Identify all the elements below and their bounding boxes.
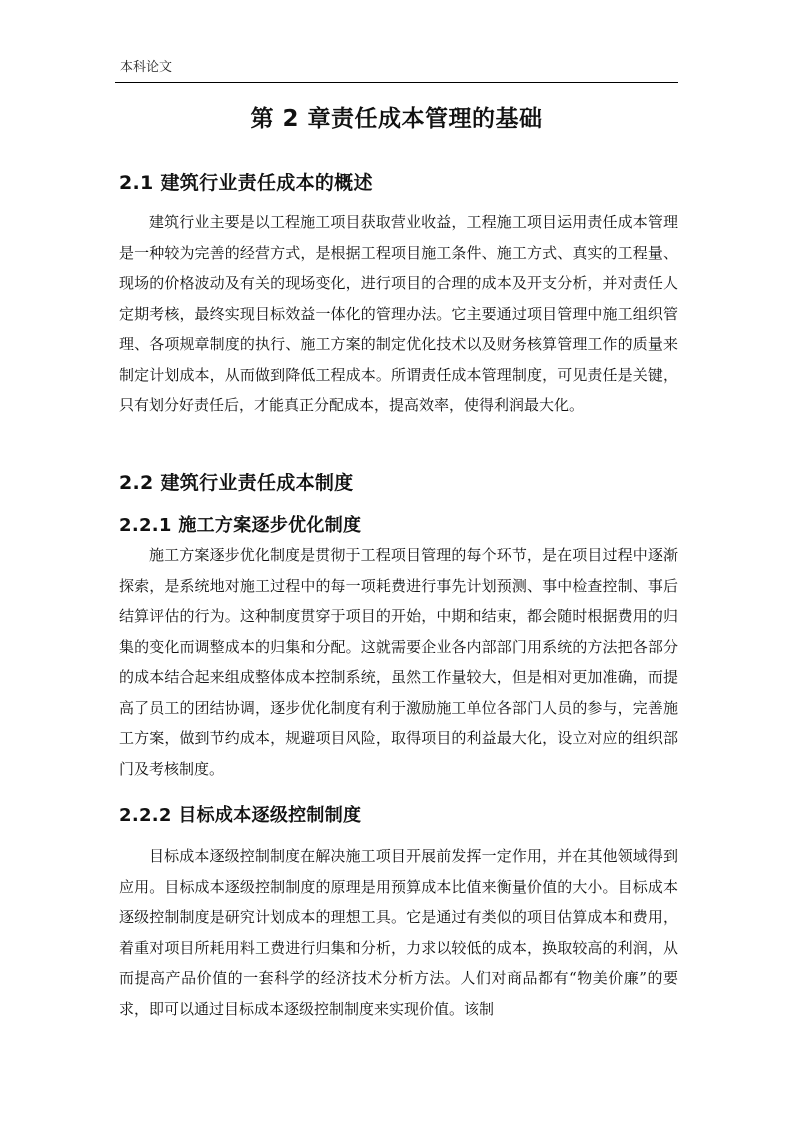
running-header: 本科论文 — [120, 60, 173, 75]
header-divider — [115, 82, 678, 83]
section-heading-2-2: 2.2 建筑行业责任成本制度 — [119, 472, 354, 494]
subsection-heading-2-2-2: 2.2.2 目标成本逐级控制制度 — [119, 805, 362, 826]
chapter-title: 第 2 章责任成本管理的基础 — [250, 106, 543, 132]
section-paragraph-2-1: 建筑行业主要是以工程施工项目获取营业收益，工程施工项目运用责任成本管理是一种较为完善的经营方式，是根据工程项目施工条件、施工方式、真实的工程量、现场的价格波动及有关的现场变化，进行项目的合理的成本及开支分析，并对责任人定期考核，最终实现目标效益一体化的管理办法。它主要通过项目管理中施工组织管理、各项规章制度的执行、施工方案的制定优化技术以及财务核算管理工作的质量来制定计划成本，从而做到降低工程成本。所谓责任成本管理制度，可见责任是关键，只有划分好责任后，才能真正分配成本，提高效率，使得利润最大化。 — [119, 213, 678, 414]
subsection-paragraph-2-2-1: 施工方案逐步优化制度是贯彻于工程项目管理的每个环节，是在项目过程中逐渐探索，是系统地对施工过程中的每一项耗费进行事先计划预测、事中检查控制、事后结算评估的行为。这种制度贯穿于项目的开始，中期和结束，都会随时根据费用的归集的变化而调整成本的归集和分配。这就需要企业各内部部门用系统的方法把各部分的成本结合起来组成整体成本控制系统，虽然工作量较大，但是相对更加准确，而提高了员工的团结协调，逐步优化制度有利于激励施工单位各部门人员的参与，完善施工方案，做到节约成本，规避项目风险，取得项目的利益最大化，设立对应的组织部门及考核制度。 — [119, 546, 678, 778]
subsection-paragraph-2-2-2: 目标成本逐级控制制度在解决施工项目开展前发挥一定作用，并在其他领域得到应用。目标成本逐级控制制度的原理是用预算成本比值来衡量价值的大小。目标成本逐级控制制度是研究计划成本的理想工具。它是通过有类似的项目估算成本和费用，着重对项目所耗用料工费进行归集和分析，力求以较低的成本，换取较高的利润，从而提高产品价值的一套科学的经济技术分析方法。人们对商品都有“物美价廉”的要求，即可以通过目标成本逐级控制制度来实现价值。该制 — [119, 847, 678, 1018]
subsection-heading-2-2-1: 2.2.1 施工方案逐步优化制度 — [119, 515, 362, 536]
section-heading-2-1: 2.1 建筑行业责任成本的概述 — [119, 172, 373, 194]
